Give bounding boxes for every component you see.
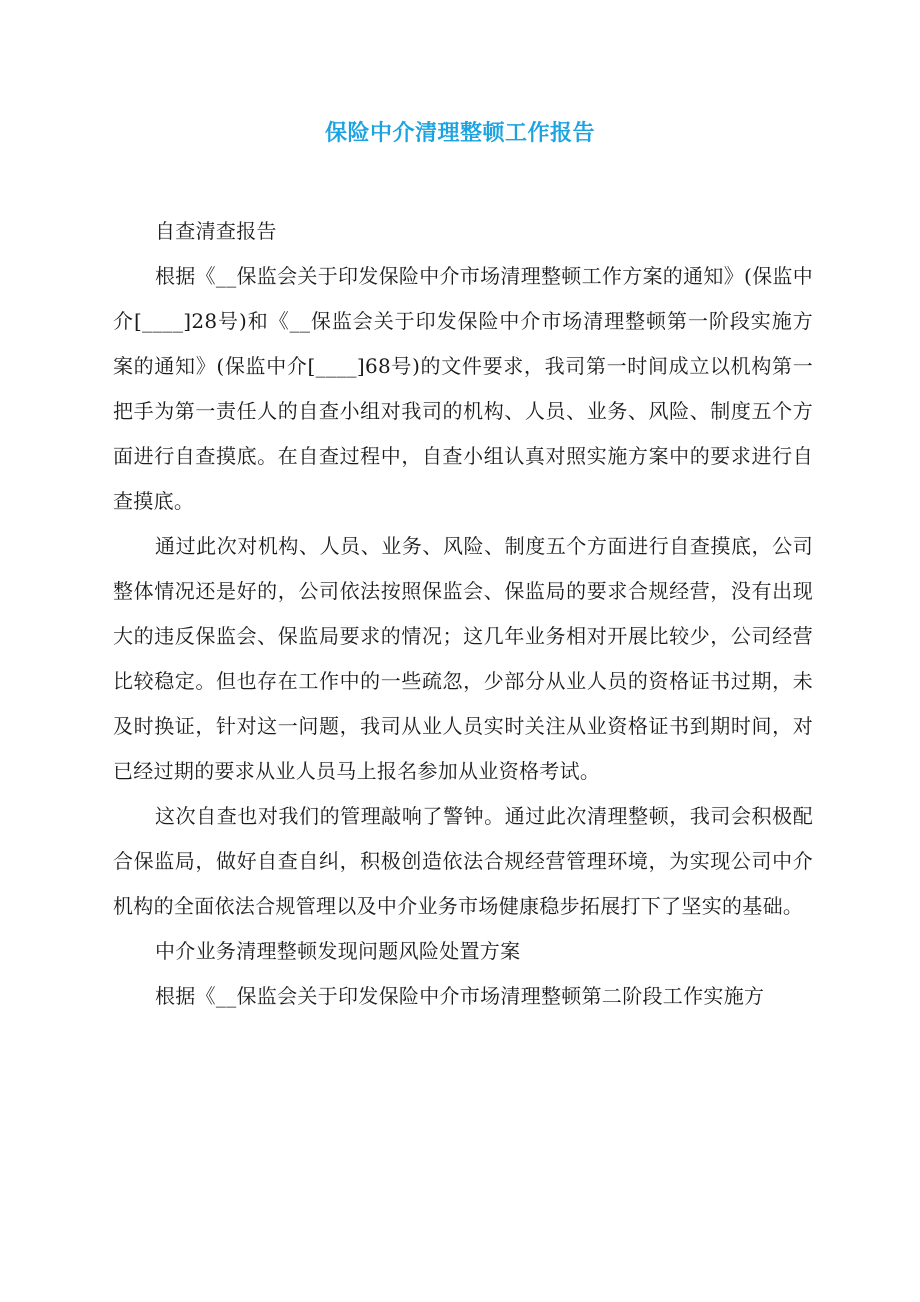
document-title: 保险中介清理整顿工作报告	[324, 120, 595, 146]
section-heading-risk-plan: 中介业务清理整顿发现问题风险处置方案	[155, 939, 521, 963]
paragraph-conclusion: 这次自查也对我们的管理敲响了警钟。通过此次清理整顿，我司会积极配合保监局，做好自查自纠，积极创造依法合规经营管理环境，为实现公司中介机构的全面依法合规管理以及中介业务市场健康稳步拓展打下了坚实的基础。	[113, 804, 813, 918]
paragraph-findings: 通过此次对机构、人员、业务、风险、制度五个方面进行自查摸底，公司整体情况还是好的，公司依法按照保监会、保监局的要求合规经营，没有出现大的违反保监会、保监局要求的情况；这几年业务相对开展比较少，公司经营比较稳定。但也存在工作中的一些疏忽，少部分从业人员的资格证书过期，未及时换证，针对这一问题，我司从业人员实时关注从业资格证书到期时间，对已经过期的要求从业人员马上报名参加从业资格考试。	[113, 534, 813, 783]
document-body	[113, 209, 813, 1019]
section-heading-self-check: 自查清查报告	[155, 219, 277, 243]
paragraph-risk-basis: 根据《__保监会关于印发保险中介市场清理整顿第二阶段工作实施方	[155, 984, 765, 1008]
paragraph-basis: 根据《__保监会关于印发保险中介市场清理整顿工作方案的通知》(保监中介[____]28号)和《__保监会关于印发保险中介市场清理整顿第一阶段实施方案的通知》(保监中介[____]68号)的文件要求，我司第一时间成立以机构第一把手为第一责任人的自查小组对我司的机构、人员、业务、风险、制度五个方面进行自查摸底。在自查过程中，自查小组认真对照实施方案中的要求进行自查摸底。	[113, 264, 814, 513]
